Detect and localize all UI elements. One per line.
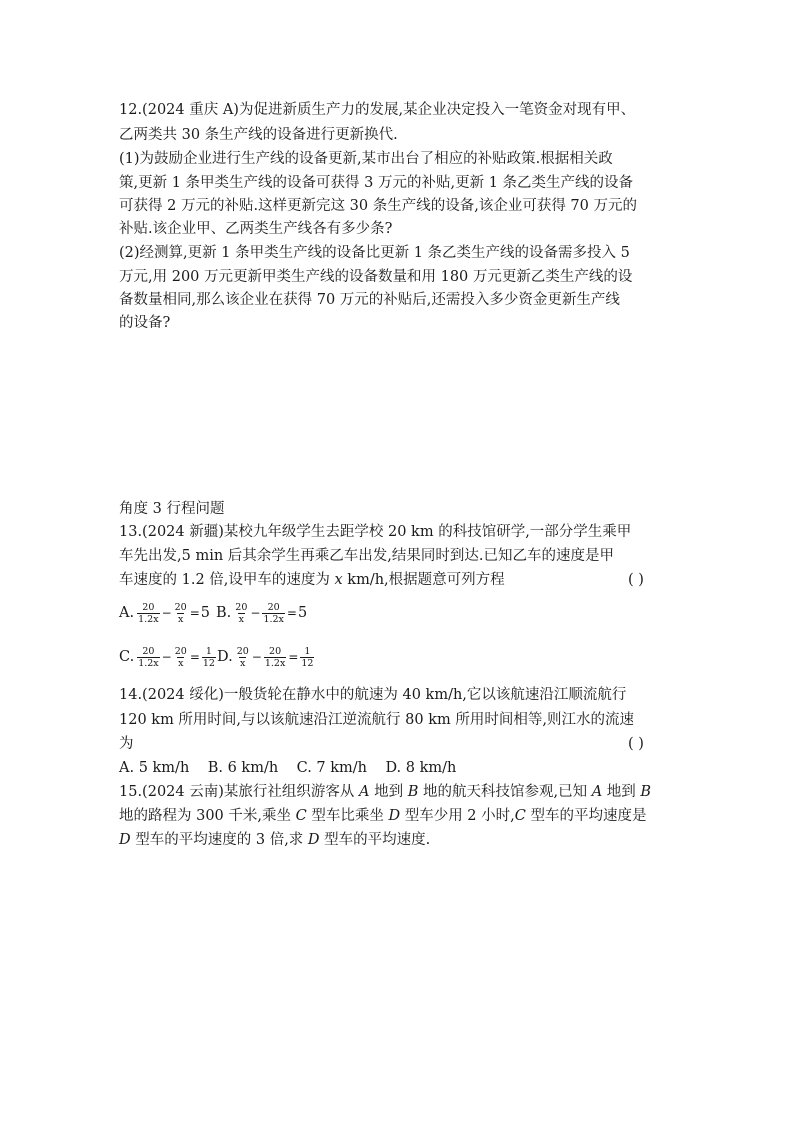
q13-line-3: [119, 570, 505, 590]
option-a-frac-2: $\frac{20}{x}$: [174, 601, 187, 625]
option-c-label: C.: [119, 649, 135, 665]
option-b-rhs: 5: [297, 605, 308, 621]
q15-line-1: 15.(2024 云南)某旅行社组织游客从 A 地到 B 地的航天科技馆参观,已知 A 地到 B: [119, 784, 652, 800]
option-d-label: D.: [216, 649, 233, 665]
option-d-minus: −: [251, 650, 262, 664]
option-d-eq: =: [288, 650, 299, 664]
option-a-eq: =: [189, 606, 200, 620]
option-b-label: B.: [216, 605, 232, 621]
variable-x: x: [334, 572, 343, 588]
q13-line-3-pre: 车速度的 1.2 倍,设甲车的速度为: [119, 572, 335, 588]
q12-line-10: 的设备?: [119, 315, 171, 331]
q12-line-9: 备数量相同,那么该企业在获得 70 万元的补贴后,还需投入多少资金更新生产线: [119, 292, 620, 308]
q12-line-3: (1)为鼓励企业进行生产线的设备更新,某市出台了相应的补贴政策.根据相关政: [119, 151, 613, 167]
option-d-frac-2: $\frac{20}{1.2x}$: [264, 645, 286, 669]
q13-options-cd: [119, 642, 315, 672]
q12-line-4: 策,更新 1 条甲类生产线的设备可获得 3 万元的补贴,更新 1 条乙类生产线的设备: [119, 175, 634, 191]
q14-line-3: 为: [119, 736, 134, 752]
q14-answer-paren: ( ): [628, 736, 644, 752]
option-c-minus: −: [161, 650, 172, 664]
q13-options-ab: [119, 598, 307, 628]
option-a-frac-1: $\frac{20}{1.2x}$: [138, 601, 159, 625]
option-c-frac-1: $\frac{20}{1.2x}$: [138, 645, 159, 669]
q15-line-3: D 型车的平均速度的 3 倍,求 D 型车的平均速度.: [119, 832, 431, 848]
q12-line-8: 万元,用 200 万元更新甲类生产线的设备数量和用 180 万元更新乙类生产线的设: [119, 269, 633, 285]
q12-line-6: 补贴.该企业甲、乙两类生产线各有多少条?: [119, 221, 393, 237]
q12-line-5: 可获得 2 万元的补贴.这样更新完这 30 条生产线的设备,该企业可获得 70 万元的: [119, 198, 637, 214]
q14-options: A. 5 km/h B. 6 km/h C. 7 km/h D. 8 km/h: [119, 760, 457, 776]
q12-line-1: 12.(2024 重庆 A)为促进新质生产力的发展,某企业决定投入一笔资金对现有甲、: [119, 102, 636, 118]
option-d-rhs: $\frac{1}{12}$: [301, 645, 314, 669]
option-c-eq: =: [189, 650, 200, 664]
option-c-rhs: $\frac{1}{12}$: [202, 645, 215, 669]
section-title: 角度 3 行程问题: [119, 501, 225, 517]
q15-line-2: 地的路程为 300 千米,乘坐 C 型车比乘坐 D 型车少用 2 小时,C 型车的平均速度是: [119, 808, 647, 824]
q13-line-3-post: km/h,根据题意可列方程: [342, 572, 505, 588]
option-b-minus: −: [250, 606, 261, 620]
q13-line-2: 车先出发,5 min 后其余学生再乘乙车出发,结果同时到达.已知乙车的速度是甲: [119, 548, 614, 564]
q14-line-1: 14.(2024 绥化)一般货轮在静水中的航速为 40 km/h,它以该航速沿江顺流航行: [119, 687, 627, 703]
option-b-eq: =: [286, 606, 297, 620]
q13-line-1: 13.(2024 新疆)某校九年级学生去距学校 20 km 的科技馆研学,一部分学生乘甲: [119, 524, 632, 540]
option-c-frac-2: $\frac{20}{x}$: [174, 645, 187, 669]
q12-line-7: (2)经测算,更新 1 条甲类生产线的设备比更新 1 条乙类生产线的设备需多投入 5: [119, 245, 630, 261]
option-a-rhs: 5: [200, 605, 211, 621]
q14-line-2: 120 km 所用时间,与以该航速沿江逆流航行 80 km 所用时间相等,则江水的流速: [119, 712, 634, 728]
option-a-label: A.: [119, 605, 135, 621]
option-d-frac-1: $\frac{20}{x}$: [236, 645, 249, 669]
q12-line-2: 乙两类共 30 条生产线的设备进行更新换代.: [119, 127, 398, 143]
option-a-minus: −: [161, 606, 172, 620]
q13-answer-paren: ( ): [628, 572, 644, 588]
option-b-frac-2: $\frac{20}{1.2x}$: [263, 601, 284, 625]
option-b-frac-1: $\frac{20}{x}$: [235, 601, 248, 625]
